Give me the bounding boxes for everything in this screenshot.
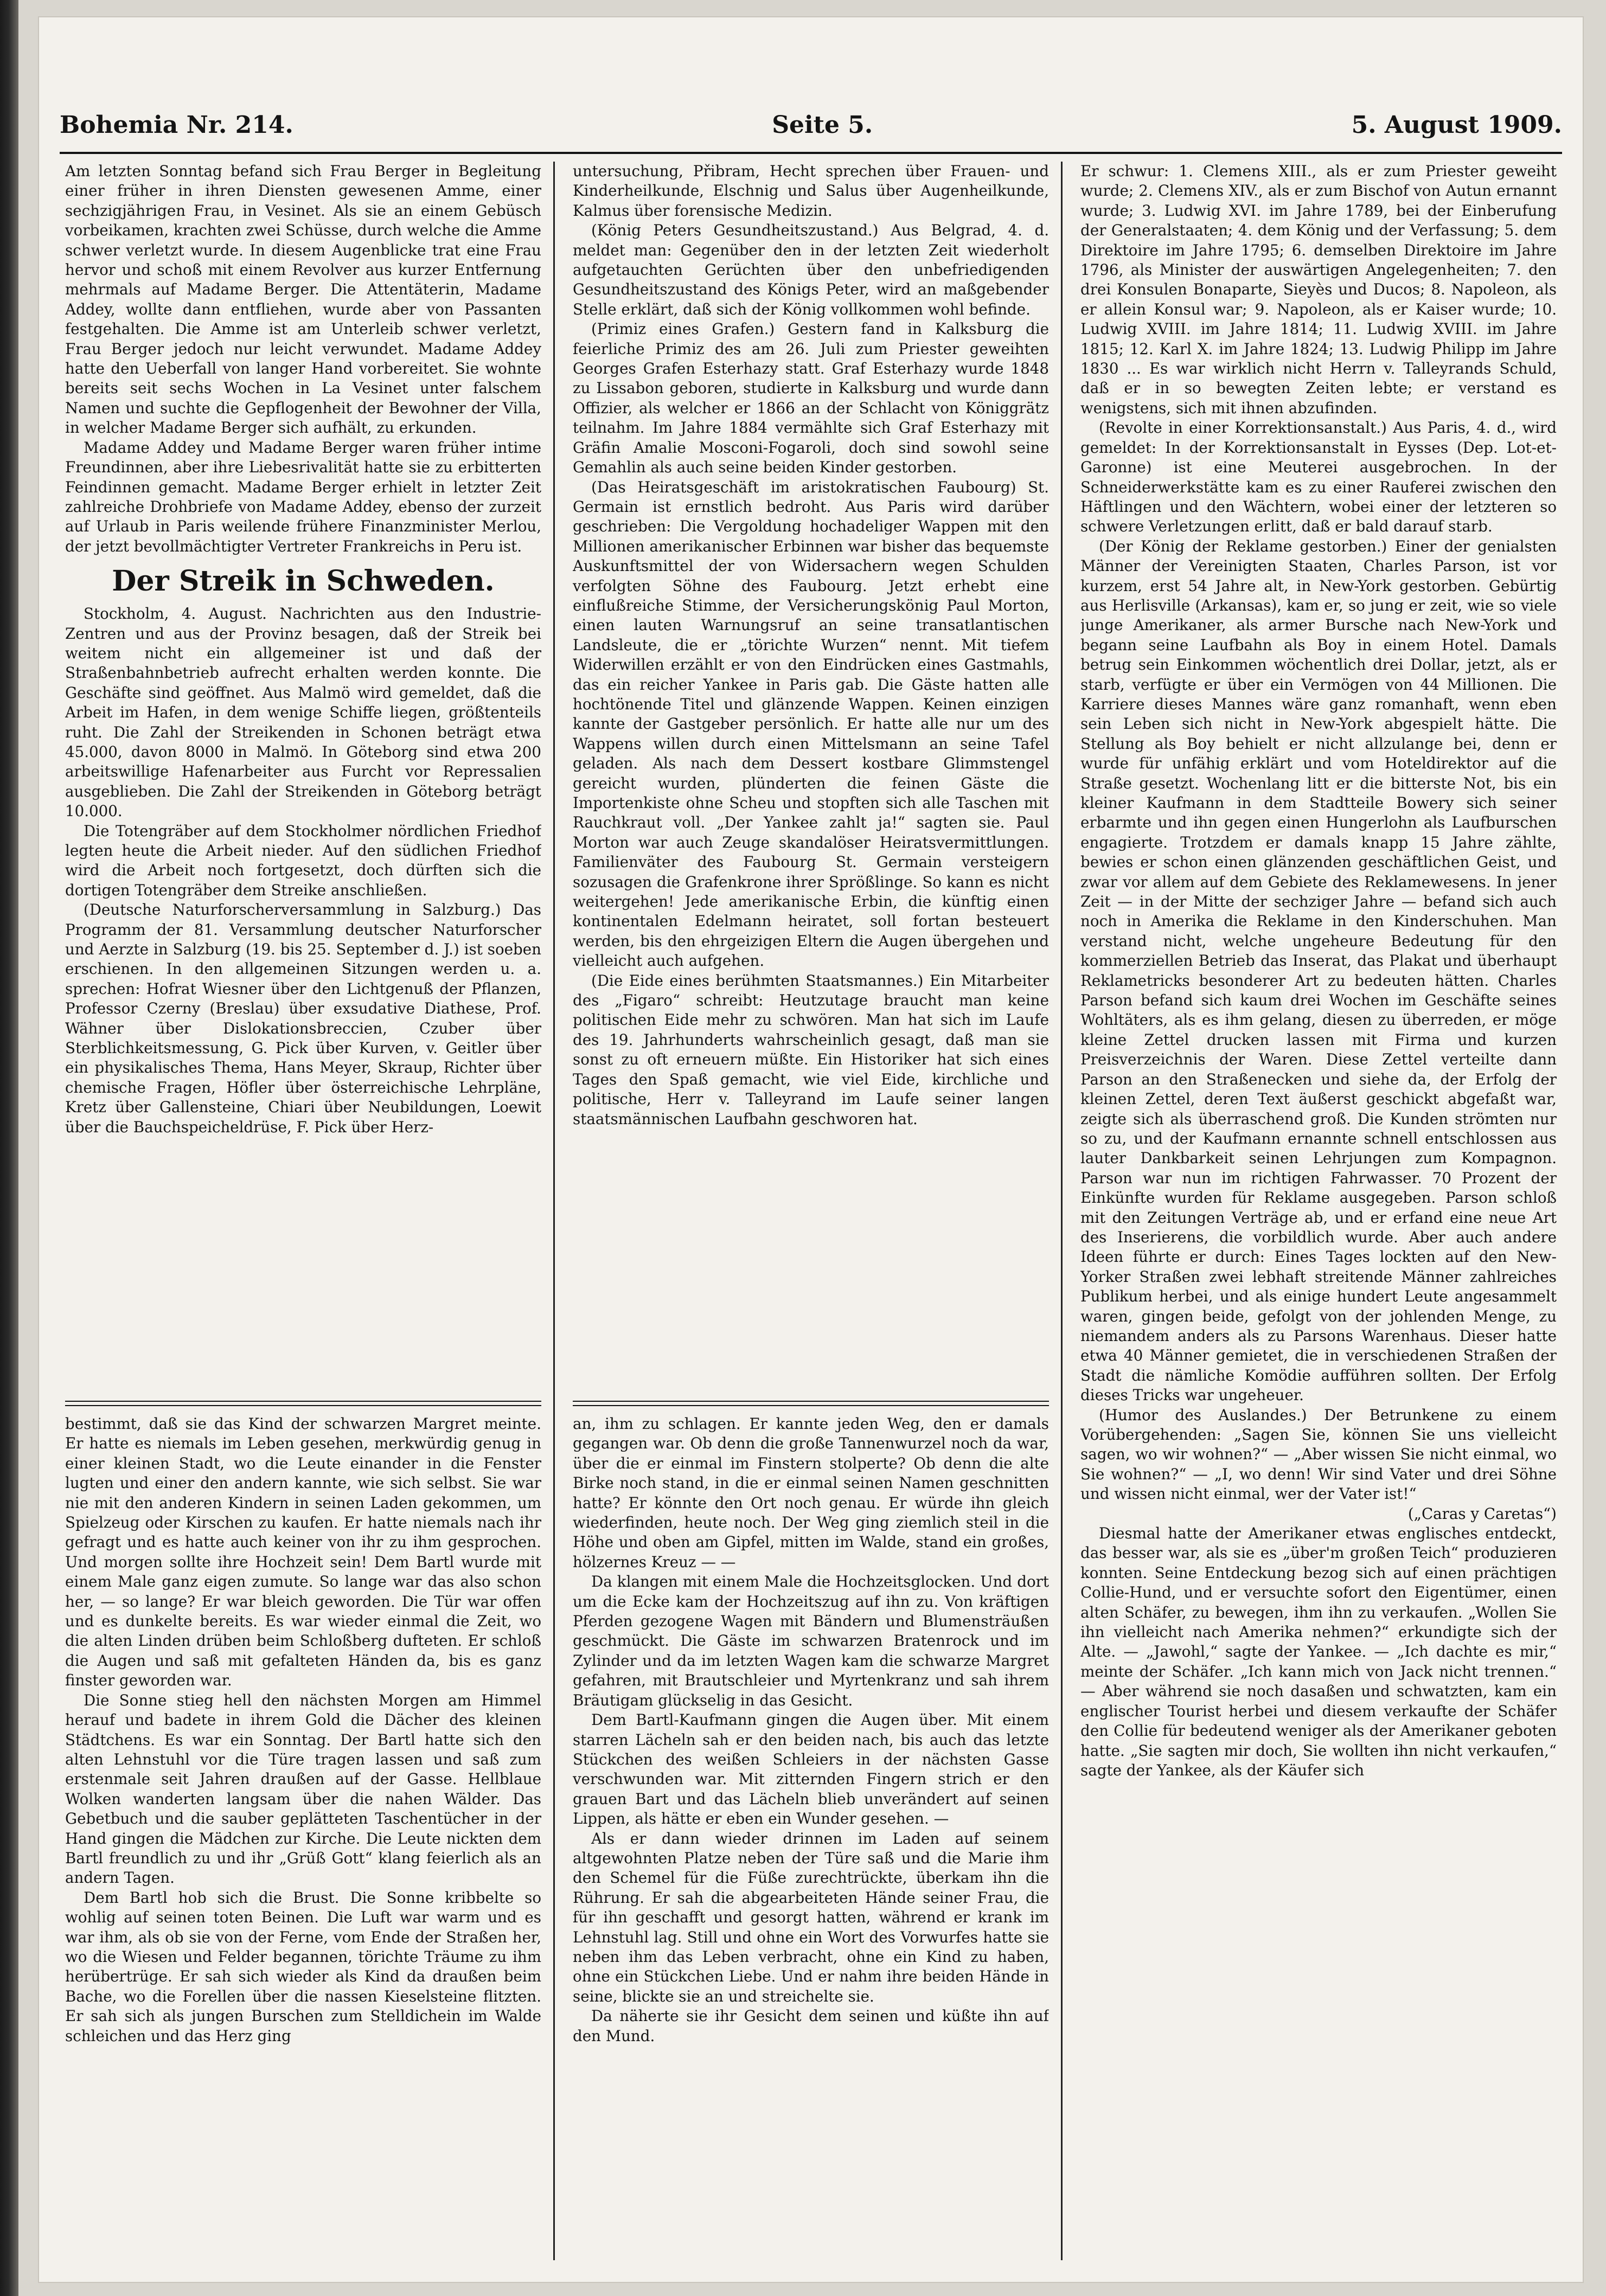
article-paragraph: (König Peters Gesundheitszustand.) Aus Belgrad, 4. d. meldet man: Gegenüber den in der letzten Zeit wiederholt aufgetauchten Gerüchten über den unbefriedigenden Gesundheitszustand des Königs Peter, wird an maßgebender Stelle erklärt, daß sich der König vollkommen wohl befinde. (573, 221, 1049, 318)
article-source: („Caras y Caretas“) (1407, 1504, 1557, 1523)
column-divider (1061, 162, 1063, 2260)
feuilleton-column-2 (573, 1414, 1049, 2249)
article-paragraph: (Die Eide eines berühmten Staatsmannes.) Ein Mitarbeiter des „Figaro“ schreibt: Heutzutage braucht man keine politischen Eide mehr zu schwören. Man hat sich im Laufe des 19. Jahrhunderts wahrscheinlich gesagt, daß man sie sonst zu oft erneuern müßte. Ein Historiker hat sich eines Tages den Spaß gemacht, wie viel Eide, kirchliche und politische, Herr v. Talleyrand im Laufe seiner langen staatsmännischen Laufbahn geschworen hat. (573, 971, 1049, 1128)
article-paragraph: Die Totengräber auf dem Stockholmer nördlichen Friedhof legten heute die Arbeit nieder. Auf den südlichen Friedhof wird die Arbeit noch fortgesetzt, doch dürften sich die dortigen Totengräber dem Streike anschließen. (65, 822, 541, 899)
page-header (60, 98, 1562, 154)
article-heading: Der Streik in Schweden. (112, 565, 495, 598)
feuilleton-paragraph: Dem Bartl hob sich die Brust. Die Sonne kribbelte so wohlig auf seinen toten Beinen. Die Luft war warm und es war ihm, als ob sie von der Ferne, vom Ende der Straßen her, wo die Wiesen und Felder begannen, törichte Träume zu ihm herübertrüge. Er sah sich wieder als Kind da draußen beim Bache, wo die Forellen über die nassen Kieselsteine flitzten. Er sah sich als jungen Burschen zum Stelldichein im Walde schleichen und das Herz ging (65, 1888, 541, 2045)
article-paragraph: Stockholm, 4. August. Nachrichten aus den Industrie-Zentren und aus der Provinz besagen, daß der Streik bei weitem nicht ein allgemeiner ist und daß der Straßenbahnbetrieb aufrecht erhalten werden konnte. Die Geschäfte sind geöffnet. Aus Malmö wird gemeldet, daß die Arbeit im Hafen, in dem wenige Schiffe liegen, größtenteils ruht. Die Zahl der Streikenden in Schonen beträgt etwa 45.000, davon 8000 in Malmö. In Göteborg sind etwa 200 arbeitswillige Hafenarbeiter aus Furcht vor Repressalien ausgeblieben. Die Zahl der Streikenden in Göteborg beträgt 10.000. (65, 605, 541, 820)
article-paragraph: (Revolte in einer Korrektionsanstalt.) Aus Paris, 4. d., wird gemeldet: In der Korrektionsanstalt in Eysses (Dep. Lot-et-Garonne) ist eine Meuterei ausgebrochen. In der Schneiderwerkstätte kam es zu einer Rauferei zwischen den Häftlingen und den Wächtern, wobei einer der letzteren so schwere Verletzungen erlitt, daß er bald darauf starb. (1080, 419, 1557, 536)
article-paragraph: (Das Heiratsgeschäft im aristokratischen Faubourg) St. Germain ist ernstlich bedroht. Aus Paris wird darüber geschrieben: Die Vergoldung hochadeliger Wappen mit den Millionen amerikanischer Erbinnen war bisher das bequemste Auskunftsmittel der von Widersachern wegen Schulden verfolgten Söhne des Faubourg. Jetzt erhebt eine einflußreiche Stimme, der Versicherungskönig Paul Morton, einen lauten Warnungsruf an seine transatlantischen Landsleute, die er „törichte Wurzen“ nennt. Mit tiefem Widerwillen erzählt er von den Eindrücken eines Gastmahls, das ein reicher Yankee in Paris gab. Die Gäste hatten alle hochtönende Titel und glänzende Wappen. Keinen einzigen kannte der Gastgeber persönlich. Er hatte alle nur um des Wappens willen durch einen Mittelsmann an seine Tafel geladen. Als nach dem Dessert kostbare Glimmstengel gereicht wurden, plünderten die feinen Gäste die Importenkiste ohne Scheu und stopften sich alle Taschen mit Rauchkraut voll. „Der Yankee zahlt ja!“ sagten sie. Paul Morton war auch Zeuge skandalöser Heiratsvermittlungen. Familienväter des Faubourg St. Germain versteigern sozusagen die Grafenkrone ihrer Sprößlinge. So kann es nicht weitergehen! Jede amerikanische Erbin, die künftig einen kontinentalen Edelmann heiratet, soll fortan besteuert werden, bis den ehrgeizigen Eltern die Augen übergehen und vielleicht auch aufgehen. (573, 478, 1049, 970)
article-paragraph: (Humor des Auslandes.) Der Betrunkene zu einem Vorübergehenden: „Sagen Sie, können Sie uns vielleicht sagen, wo wir wohnen?“ — „Aber wissen Sie nicht einmal, wo Sie wohnen?“ — „I, wo denn! Wir sind Vater und drei Söhne und wissen nicht einmal, wer der Vater ist!“ (1080, 1406, 1557, 1503)
article-paragraph: Madame Addey und Madame Berger waren früher intime Freundinnen, aber ihre Liebesrivalität hatte sie zu erbitterten Feindinnen gemacht. Madame Berger erhielt in letzter Zeit zahlreiche Drohbriefe von Madame Addey, ebenso der zurzeit auf Urlaub in Paris weilende frühere Finanzminister Merlou, der jetzt bevollmächtigter Vertreter Frankreichs in Peru ist. (65, 438, 541, 555)
article-paragraph: Diesmal hatte der Amerikaner etwas englisches entdeckt, das besser war, als sie es „über'm großen Teich“ produzieren konnten. Seine Entdeckung bezog sich auf einen prächtigen Collie-Hund, und er versuchte sofort den Eigentümer, einen alten Schäfer, zu bewegen, ihm ihn zu verkaufen. „Wollen Sie ihn vielleicht nach Amerika nehmen?“ erkundigte sich der Alte. — „Jawohl,“ sagte der Yankee. — „Ich dachte es mir,“ meinte der Schäfer. „Ich kann mich von Jack nicht trennen.“ — Aber während sie noch dasaßen und schwatzten, kam ein englischer Tourist herbei und diesem verkaufte der Schäfer den Collie für bedeutend weniger als der Amerikaner geboten hatte. „Sie sagten mir doch, Sie wollten ihn nicht verkaufen,“ sagte der Yankee, als der Käufer sich (1080, 1524, 1557, 1779)
article-paragraph: (Deutsche Naturforscherversammlung in Salzburg.) Das Programm der 81. Versammlung deutscher Naturforscher und Aerzte in Salzburg (19. bis 25. September d. J.) ist soeben erschienen. In den allgemeinen Sitzungen werden u. a. sprechen: Hofrat Wiesner über den Lichtgenuß der Pflanzen, Professor Czerny (Breslau) über exsudative Diathese, Prof. Wähner über Dislokationsbreccien, Czuber über Sterblichkeitsmessung, G. Pick über Kurven, v. Geitler über ein physikalisches Thema, Hans Meyer, Skraup, Richter über chemische Fragen, Höfler über österreichische Lehrpläne, Kretz über Gallensteine, Chiari über Neubildungen, Loewit über die Bauchspeicheldrüse, F. Pick über Herz- (65, 901, 541, 1136)
feuilleton-paragraph: Da klangen mit einem Male die Hochzeitsglocken. Und dort um die Ecke kam der Hochzeitszug auf ihn zu. Von kräftigen Pferden gezogene Wagen mit Bändern und Blumensträußen geschmückt. Die Gäste im schwarzen Bratenrock und im Zylinder und da im letzten Wagen kam die schwarze Margret gefahren, mit Brautschleier und Myrtenkranz und sah ihrem Bräutigam glückselig in das Gesicht. (573, 1573, 1049, 1709)
feuilleton-paragraph: Da näherte sie ihr Gesicht dem seinen und küßte ihn auf den Mund. (573, 2007, 1049, 2045)
column-3-news (1080, 162, 1557, 2260)
column-2-news (573, 162, 1049, 1393)
article-paragraph: (Primiz eines Grafen.) Gestern fand in Kalksburg die feierliche Primiz des am 26. Juli zum Priester geweihten Georges Grafen Esterhazy statt. Graf Esterhazy wurde 1848 zu Lissabon geboren, studierte in Kalksburg und wurde dann Offizier, als welcher er 1866 an der Schlacht von Königgrätz teilnahm. Im Jahre 1884 vermählte sich Graf Esterhazy mit Gräfin Amalie Mosconi-Fogaroli, doch sind sowohl seine Gemahlin als auch seine beiden Kinder gestorben. (573, 320, 1049, 477)
article-paragraph: Am letzten Sonntag befand sich Frau Berger in Begleitung einer früher in ihren Diensten gewesenen Amme, einer sechzigjährigen Frau, in Vesinet. Als sie an einem Gebüsch vorbeikamen, krachten zwei Schüsse, durch welche die Amme schwer verletzt wurde. In diesem Augenblicke trat eine Frau hervor und schoß mit einem Revolver aus kurzer Entfernung mehrmals auf Madame Berger. Die Attentäterin, Madame Addey, wollte dann entfliehen, wurde aber von Passanten festgehalten. Die Amme ist am Unterleib schwer verletzt, Frau Berger jedoch nur leicht verwundet. Madame Addey hatte den Ueberfall von langer Hand vorbereitet. Sie wohnte bereits seit sechs Wochen in La Vesinet unter falschem Namen und suchte die Gepflogenheit der Bewohner der Villa, in welcher Madame Berger sich aufhält, zu erkunden. (65, 162, 541, 437)
newspaper-page (38, 16, 1584, 2283)
feuilleton-divider (65, 1401, 541, 1406)
header-masthead: Bohemia Nr. 214. (60, 111, 293, 139)
feuilleton-paragraph: Die Sonne stieg hell den nächsten Morgen am Himmel herauf und badete in ihrem Gold die Dächer des kleinen Städtchens. Es war ein Sonntag. Der Bartl hatte sich den alten Lehnstuhl vor die Türe tragen lassen und saß zum erstenmale seit Jahren draußen auf der Gasse. Hellblaue Wolken wanderten langsam über die nahen Wälder. Das Gebetbuch und die sauber geplätteten Taschentücher in der Hand gingen die Mädchen zur Kirche. Die Leute nickten dem Bartl freundlich zu und ihr „Grüß Gott“ klang feierlich als an andern Tagen. (65, 1691, 541, 1887)
column-divider (553, 162, 555, 2260)
column-1-news (65, 162, 541, 1393)
article-paragraph: (Der König der Reklame gestorben.) Einer der genialsten Männer der Vereinigten Staaten, Charles Parson, ist vor kurzem, erst 54 Jahre alt, in New-York gestorben. Gebürtig aus Herlisville (Arkansas), kam er, so jung er zeit, wie so viele junge Amerikaner, als armer Bursche nach New-York und begann seine Laufbahn als Boy in einem Hotel. Damals betrug sein Einkommen wöchentlich drei Dollar, jetzt, als er starb, verfügte er über ein Vermögen von 44 Millionen. Die Karriere dieses Mannes wäre ganz romanhaft, wenn eben sein Leben sich nicht in New-York abgespielt hätte. Die Stellung als Boy behielt er nicht allzulange bei, denn er wurde für unfähig erklärt und vom Hoteldirektor auf die Straße gesetzt. Wochenlang litt er die bitterste Not, bis ein kleiner Kaufmann in dem Stadtteile Bowery sich seiner erbarmte und ihn gegen einen Hungerlohn als Laufburschen engagierte. Trotzdem er damals knapp 15 Jahre zählte, bewies er schon einen glänzenden geschäftlichen Geist, und zwar vor allem auf dem Gebiete des Reklamewesens. In jener Zeit — in der Mitte der sechziger Jahre — befand sich auch noch in Amerika die Reklame in den Kinderschuhen. Man verstand nicht, welche ungeheure Bedeutung für den kommerziellen Betrieb das Inserat, das Plakat und überhaupt Reklametricks besonderer Art zu bedeuten hätten. Charles Parson befand sich kaum drei Wochen im Geschäfte seines Wohltäters, als es ihm gelang, diesen zu überreden, er möge kleine Zettel drucken lassen mit Firma und kurzen Preisverzeichnis der Waren. Diese Zettel verteilte dann Parson an den Straßenecken und siehe da, der Erfolg der kleinen Zettel, deren Text äußerst geschickt abgefaßt war, zeigte sich als überraschend groß. Die Kunden strömten nur so zu, und der Kaufmann ernannte schnell entschlossen aus lauter Dankbarkeit seinen Lehrjungen zum Kompagnon. Parson war nun im richtigen Fahrwasser. 70 Prozent der Einkünfte wurden für Reklame ausgegeben. Parson schloß mit den Zeitungen Verträge ab, und er erfand eine neue Art des Inserierens, die vorbildlich wurde. Aber auch andere Ideen führte er durch: Eines Tages lockten auf den New-Yorker Straßen zwei lebhaft streitende Männer zahlreiches Publikum herbei, und als einige hundert Leute angesammelt waren, gingen beide, gefolgt von der johlenden Menge, zu niemandem anders als zu Parsons Warenhaus. Dieser hatte etwa 40 Männer gemietet, die in verschiedenen Straßen der Stadt die nämliche Komödie aufführen sollten. Der Erfolg dieses Tricks war ungeheuer. (1080, 537, 1557, 1404)
feuilleton-column-1 (65, 1414, 541, 2249)
feuilleton-paragraph: bestimmt, daß sie das Kind der schwarzen Margret meinte. Er hatte es niemals im Leben gesehen, merkwürdig genug in einer kleinen Stadt, wo die Leute einander in die Fenster lugten und einer den andern kannte, wie sich selbst. Sie war nie mit den anderen Kindern in seinen Laden gekommen, um Spielzeug oder Kirschen zu kaufen. Er hatte niemals nach ihr gefragt und es hatte auch keiner von ihr zu ihm gesprochen. Und morgen sollte ihre Hochzeit sein! Dem Bartl wurde mit einem Male ganz eigen zumute. So lange war das also schon her, — so lange? Er war bleich geworden. Die Tür war offen und es dunkelte bereits. Es war wieder einmal die Zeit, wo die alten Linden drüben beim Schloßberg dufteten. Er schloß die Augen und saß mit gefalteten Händen da, bis es ganz finster geworden war. (65, 1415, 541, 1690)
header-date: 5. August 1909. (1351, 111, 1562, 139)
header-page-number: Seite 5. (772, 111, 873, 139)
feuilleton-paragraph: Dem Bartl-Kaufmann gingen die Augen über. Mit einem starren Lächeln sah er den beiden nach, bis auch das letzte Stückchen des weißen Schleiers in der nächsten Gasse verschwunden war. Mit zitternden Fingern strich er den grauen Bart und das Lächeln blieb unverändert auf seinen Lippen, als hätte er eben ein Wunder gesehen. — (573, 1711, 1049, 1828)
article-paragraph: untersuchung, Přibram, Hecht sprechen über Frauen- und Kinderheilkunde, Elschnig und Salus über Augenheilkunde, Kalmus über forensische Medizin. (573, 162, 1049, 220)
article-paragraph: Er schwur: 1. Clemens XIII., als er zum Priester geweiht wurde; 2. Clemens XIV., als er zum Bischof von Autun ernannt wurde; 3. Ludwig XVI. im Jahre 1789, bei der Einberufung der Generalstaaten; 4. dem König und der Verfassung; 5. dem Direktoire im Jahre 1795; 6. demselben Direktoire im Jahre 1796, als Minister der auswärtigen Angelegenheiten; 7. den drei Konsulen Bonaparte, Sieyès und Ducos; 8. Napoleon, als er allein Konsul war; 9. Napoleon, als er Kaiser wurde; 10. Ludwig XVIII. im Jahre 1814; 11. Ludwig XVIII. im Jahre 1815; 12. Karl X. im Jahre 1824; 13. Ludwig Philipp im Jahre 1830 ... Es war wirklich nicht Herrn v. Talleyrands Schuld, daß er in so bewegten Zeiten lebte; er verstand es wenigstens, sich mit ihnen abzufinden. (1080, 162, 1557, 417)
scan-edge (0, 0, 18, 2296)
feuilleton-paragraph: an, ihm zu schlagen. Er kannte jeden Weg, den er damals gegangen war. Ob denn die große Tannenwurzel noch da war, über die er einmal im Finstern stolperte? Ob denn die alte Birke noch stand, in die er einmal seinen Namen geschnitten hatte? Er könnte den Ort noch genau. Er würde ihn gleich wiederfinden, heute noch. Der Weg ging ziemlich steil in die Höhe und oben am Gipfel, mitten im Walde, stand ein großes, hölzernes Kreuz — — (573, 1415, 1049, 1571)
feuilleton-divider (573, 1401, 1049, 1406)
feuilleton-paragraph: Als er dann wieder drinnen im Laden auf seinem altgewohnten Platze neben der Türe saß und die Marie ihm den Schemel für die Füße zurechtrückte, überkam ihn die Rührung. Er sah die abgearbeiteten Hände seiner Frau, die für ihn geschafft und gesorgt hatten, während er krank im Lehnstuhl lag. Still und ohne ein Wort des Vorwurfes hatte sie neben ihm das Leben verbracht, ohne ein Kind zu haben, ohne ein Stückchen Liebe. Und er nahm ihre beiden Hände in seine, blickte sie an und streichelte sie. (573, 1829, 1049, 2005)
